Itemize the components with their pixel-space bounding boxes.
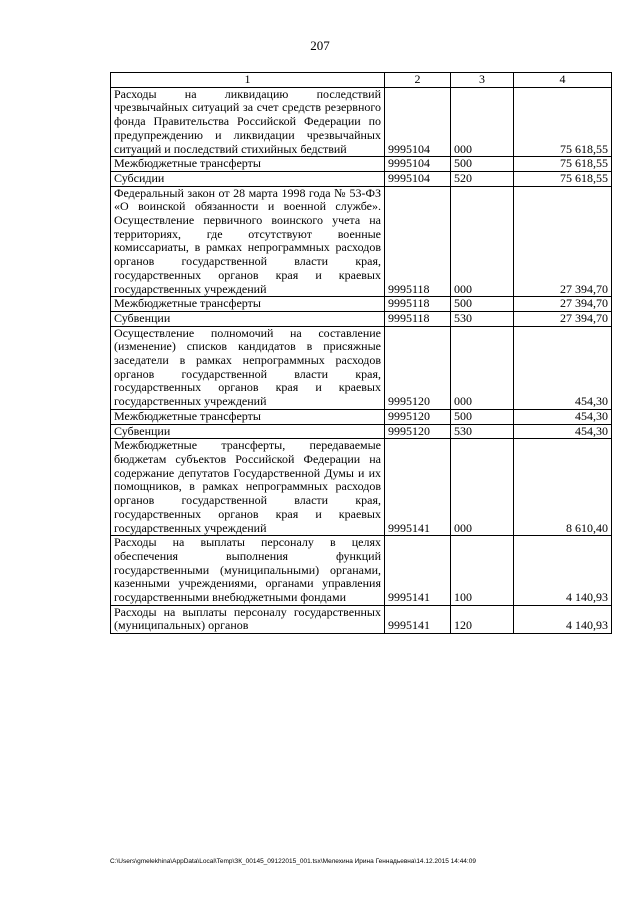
row-target-code: 9995120 — [385, 424, 451, 439]
row-expense-type: 530 — [451, 311, 514, 326]
row-target-code: 9995118 — [385, 186, 451, 297]
table-row — [111, 157, 612, 172]
header-col-3: 3 — [451, 73, 514, 88]
row-expense-type: 000 — [451, 326, 514, 409]
table-row — [111, 536, 612, 606]
row-description: Межбюджетные трансферты — [111, 157, 385, 172]
row-expense-type: 000 — [451, 439, 514, 536]
row-description: Межбюджетные трансферты, передаваемые бюджетам субъектов Российской Федерации на содержание депутатов Государственной Думы и их помощников, в рамках непрограммных расходов органов государственной власти края, государственных органов края и краевых государственных учреждений — [111, 439, 385, 536]
row-amount: 27 394,70 — [514, 311, 612, 326]
table-row — [111, 424, 612, 439]
budget-table — [110, 72, 612, 634]
table-row — [111, 439, 612, 536]
row-target-code: 9995141 — [385, 439, 451, 536]
table-row — [111, 87, 612, 157]
row-expense-type: 530 — [451, 424, 514, 439]
row-target-code: 9995104 — [385, 87, 451, 157]
row-expense-type: 520 — [451, 171, 514, 186]
header-col-2: 2 — [385, 73, 451, 88]
table-row — [111, 186, 612, 297]
row-target-code: 9995118 — [385, 311, 451, 326]
row-target-code: 9995118 — [385, 297, 451, 312]
row-amount: 4 140,93 — [514, 605, 612, 633]
row-description: Расходы на выплаты персоналу государственных (муниципальных) органов — [111, 605, 385, 633]
row-expense-type: 500 — [451, 297, 514, 312]
row-amount: 27 394,70 — [514, 297, 612, 312]
row-description: Расходы на ликвидацию последствий чрезвычайных ситуаций за счет средств резервного фонда Правительства Российской Федерации по предупреждению и ликвидации чрезвычайных ситуаций и последствий стихийных бедствий — [111, 87, 385, 157]
row-target-code: 9995104 — [385, 157, 451, 172]
row-description: Субвенции — [111, 424, 385, 439]
header-col-1: 1 — [111, 73, 385, 88]
row-target-code: 9995120 — [385, 326, 451, 409]
row-target-code: 9995120 — [385, 409, 451, 424]
row-amount: 454,30 — [514, 409, 612, 424]
table-row — [111, 311, 612, 326]
header-col-4: 4 — [514, 73, 612, 88]
row-expense-type: 120 — [451, 605, 514, 633]
row-expense-type: 100 — [451, 536, 514, 606]
row-description: Субсидии — [111, 171, 385, 186]
row-amount: 75 618,55 — [514, 157, 612, 172]
row-description: Осуществление полномочий на составление (изменение) списков кандидатов в присяжные заседатели в рамках непрограммных расходов органов государственной власти края, государственных органов края и краевых государственных учреждений — [111, 326, 385, 409]
row-target-code: 9995141 — [385, 605, 451, 633]
row-description: Субвенции — [111, 311, 385, 326]
row-description: Расходы на выплаты персоналу в целях обеспечения выполнения функций государственными (муниципальными) органами, казенными учреждениями, органами управления государственными внебюджетными фондами — [111, 536, 385, 606]
table-row — [111, 297, 612, 312]
row-amount: 454,30 — [514, 424, 612, 439]
row-target-code: 9995104 — [385, 171, 451, 186]
table-header-row — [111, 73, 612, 88]
row-expense-type: 000 — [451, 87, 514, 157]
row-description: Межбюджетные трансферты — [111, 297, 385, 312]
row-amount: 4 140,93 — [514, 536, 612, 606]
row-expense-type: 000 — [451, 186, 514, 297]
table-row — [111, 326, 612, 409]
table-row — [111, 409, 612, 424]
page-number: 207 — [310, 38, 330, 53]
row-amount: 454,30 — [514, 326, 612, 409]
row-expense-type: 500 — [451, 157, 514, 172]
row-description: Федеральный закон от 28 марта 1998 года № 53-ФЗ «О воинской обязанности и военной службе». Осуществление первичного воинского учета на территориях, где отсутствуют военные комиссариаты, в рамках непрограммных расходов органов государственной власти края, государственных органов края и краевых государственных учреждений — [111, 186, 385, 297]
table-row — [111, 171, 612, 186]
table-row — [111, 605, 612, 633]
row-amount: 75 618,55 — [514, 87, 612, 157]
file-path-footer: C:\Users\gmelekhina\AppData\Local\Temp\ЗК_00145_09122015_001.tsx\Мелехина Ирина Геннадьевна\14.12.2015 14:44:09 — [110, 858, 476, 865]
row-description: Межбюджетные трансферты — [111, 409, 385, 424]
row-expense-type: 500 — [451, 409, 514, 424]
row-amount: 8 610,40 — [514, 439, 612, 536]
row-amount: 27 394,70 — [514, 186, 612, 297]
row-amount: 75 618,55 — [514, 171, 612, 186]
row-target-code: 9995141 — [385, 536, 451, 606]
